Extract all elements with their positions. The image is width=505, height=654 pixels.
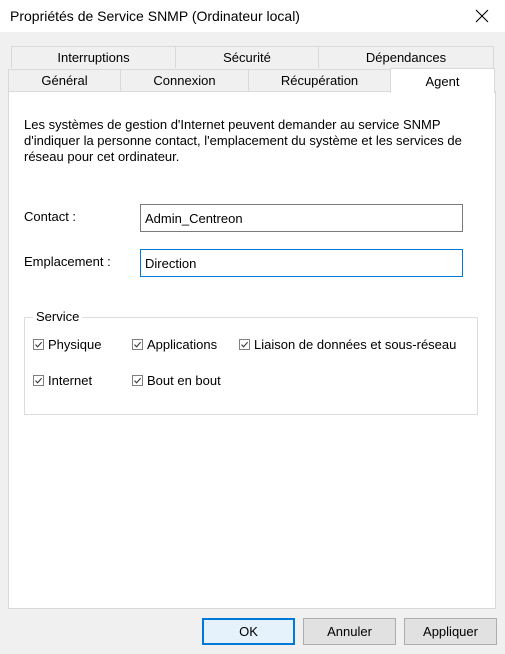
tab-interruptions[interactable] [11,46,176,68]
tab-label: Sécurité [223,50,271,65]
checkbox-box [33,339,44,350]
checkbox-box [239,339,250,350]
checkbox-label: Applications [147,337,218,352]
title-bar [0,0,505,32]
tab-general[interactable] [8,69,121,91]
checkbox-physique[interactable] [33,337,101,352]
apply-button[interactable]: Appliquer [404,618,497,645]
service-groupbox [24,309,478,415]
checkbox-internet[interactable] [33,373,92,388]
checkbox-label: Liaison de données et sous-réseau [254,337,457,352]
checkmark-icon [240,340,249,349]
checkbox-applications[interactable] [132,337,217,352]
agent-description: Les systèmes de gestion d'Internet peuvent demander au service SNMP d'indiquer la personne contact, l'emplacement du système et les services de réseau pour cet ordinateur. [24,117,462,164]
tab-label: Dépendances [365,50,447,65]
tab-recuperation[interactable] [248,69,391,91]
window-title: Propriétés de Service SNMP (Ordinateur local) [10,8,300,24]
checkbox-label: Internet [48,373,93,388]
tab-securite[interactable] [175,46,319,68]
checkmark-icon [133,340,142,349]
service-group-title: Service [33,309,82,324]
tab-dependances[interactable] [318,46,494,68]
checkmark-icon [34,340,43,349]
location-input[interactable] [140,249,463,277]
tab-label: Connexion [153,73,216,88]
close-button[interactable] [459,0,505,32]
agent-tab-panel [8,91,496,609]
contact-input[interactable] [140,204,463,232]
checkbox-liaison-donnees[interactable] [239,337,456,352]
cancel-button[interactable]: Annuler [303,618,396,645]
close-icon [475,9,489,23]
checkbox-label: Physique [48,337,102,352]
tab-agent[interactable] [390,68,495,93]
checkbox-box [33,375,44,386]
checkmark-icon [34,376,43,385]
checkbox-box [132,375,143,386]
tab-label: Interruptions [57,50,130,65]
checkbox-bout-en-bout[interactable] [132,373,221,388]
tab-label: Général [41,73,88,88]
location-label: Emplacement : [24,254,111,269]
tab-connexion[interactable] [120,69,249,91]
tab-label: Récupération [280,73,359,88]
contact-label: Contact : [24,209,77,224]
checkbox-label: Bout en bout [147,373,221,388]
checkbox-box [132,339,143,350]
checkmark-icon [133,376,142,385]
ok-button[interactable]: OK [202,618,295,645]
tab-label: Agent [425,73,460,89]
